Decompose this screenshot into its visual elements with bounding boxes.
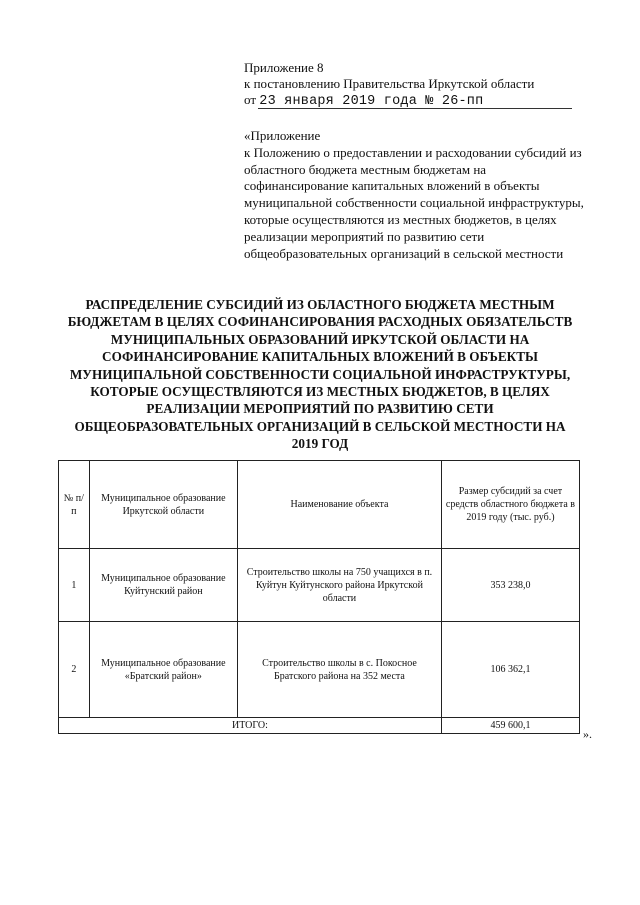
regulation-reference [244,128,594,262]
row-amount: 353 238,0 [441,549,579,622]
appendix-date-line [244,92,572,110]
regulation-line: общеобразовательных организаций в сельской местности [244,245,564,261]
regulation-line: реализации мероприятий по развитию сети [244,228,485,244]
subsidies-table [58,460,580,734]
regulation-line: софинансирование капитальных вложений в объекты [244,178,540,194]
row-municipality: Муниципальное образование Куйтунский район [89,549,237,622]
title-line: 2019 ГОД [291,436,349,452]
title-line: РЕАЛИЗАЦИИ МЕРОПРИЯТИЙ ПО РАЗВИТИЮ СЕТИ [146,401,494,417]
title-line: СОФИНАНСИРОВАНИЕ КАПИТАЛЬНЫХ ВЛОЖЕНИЙ В ОБЪЕКТЫ [102,349,538,365]
closing-quote-mark: ». [583,727,592,741]
title-line: КОТОРЫЕ ОСУЩЕСТВЛЯЮТСЯ ИЗ МЕСТНЫХ БЮДЖЕТОВ, В ЦЕЛЯХ [90,384,550,400]
regulation-line: к Положению о предоставлении и расходовании субсидий из [244,144,582,160]
document-title [60,296,580,453]
title-line: РАСПРЕДЕЛЕНИЕ СУБСИДИЙ ИЗ ОБЛАСТНОГО БЮДЖЕТА МЕСТНЫМ [85,297,555,312]
regulation-line: областного бюджета местным бюджетам на [244,161,487,177]
regulation-line: «Приложение [244,128,321,143]
appendix-number: Приложение 8 [244,60,324,75]
row-number: 1 [59,549,90,622]
title-line: МУНИЦИПАЛЬНЫХ ОБРАЗОВАНИЙ ИРКУТСКОЙ ОБЛАСТИ НА [110,331,530,347]
appendix-header [244,60,572,110]
table-row [59,549,580,622]
table-row [59,622,580,718]
row-number: 2 [59,622,90,718]
regulation-line: которые осуществляются из местных бюджетов, в целях [244,211,557,227]
header-municipality: Муниципальное образование Иркутской области [89,461,237,549]
total-label: ИТОГО: [59,718,442,734]
title-line: БЮДЖЕТАМ В ЦЕЛЯХ СОФИНАНСИРОВАНИЯ РАСХОДНЫХ ОБЯЗАТЕЛЬСТВ [67,314,573,330]
row-municipality: Муниципальное образование «Братский район» [89,622,237,718]
row-object: Строительство школы в с. Покосное Братского района на 352 места [238,622,442,718]
title-line: ОБЩЕОБРАЗОВАТЕЛЬНЫХ ОРГАНИЗАЦИЙ В СЕЛЬСКОЙ МЕСТНОСТИ НА [74,418,566,434]
table-total-row [59,718,580,734]
title-line: МУНИЦИПАЛЬНОЙ СОБСТВЕННОСТИ СОЦИАЛЬНОЙ ИНФРАСТРУКТУРЫ, [69,366,571,382]
date-value: 23 января 2019 года № 26-пп [259,94,484,109]
table-header-row [59,461,580,549]
appendix-resolution-ref: к постановлению Правительства Иркутской области [244,76,535,91]
header-object: Наименование объекта [238,461,442,549]
total-amount: 459 600,1 [441,718,579,734]
row-amount: 106 362,1 [441,622,579,718]
date-prefix: от [244,92,257,107]
header-amount: Размер субсидий за счет средств областного бюджета в 2019 году (тыс. руб.) [441,461,579,549]
date-underline [258,108,572,109]
header-number: № п/п [59,461,90,549]
row-object: Строительство школы на 750 учащихся в п. Куйтун Куйтунского района Иркутской области [238,549,442,622]
regulation-line: муниципальной собственности социальной инфраструктуры, [244,195,584,211]
